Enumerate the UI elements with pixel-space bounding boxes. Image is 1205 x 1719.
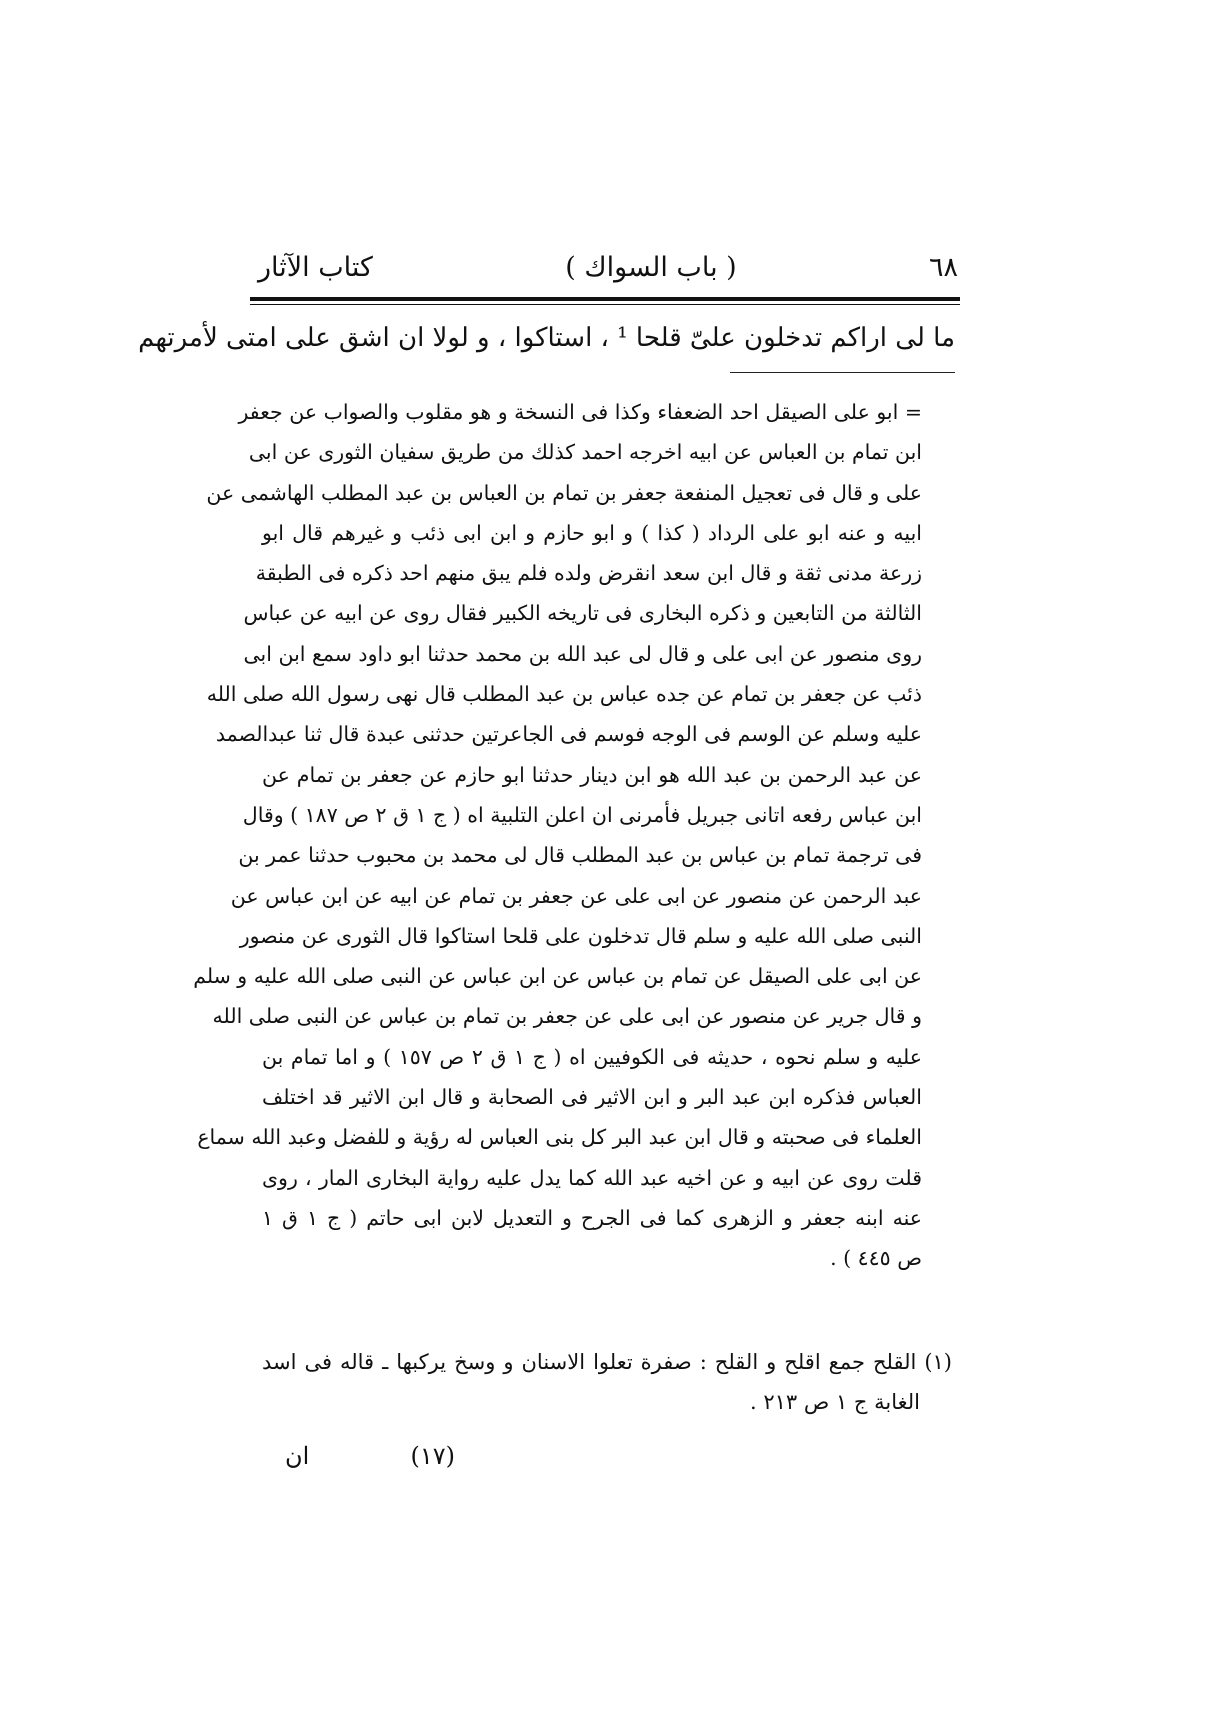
running-head (258, 245, 958, 289)
commentary-line: الثالثة من التابعين و ذكره البخارى فى تاريخه الكبير فقال روى عن ابيه عن عباس (243, 601, 922, 626)
chapter-title: ( باب السواك ) (565, 251, 737, 283)
commentary-line: النبى صلى الله عليه و سلم قال تدخلون على قلحا استاكوا قال الثورى عن منصور (239, 923, 922, 948)
signature-line (285, 1434, 455, 1478)
commentary-line: عليه وسلم عن الوسم فى الوجه فوسم فى الجاعرتين حدثنى عبدة قال ثنا عبدالصمد (215, 722, 922, 747)
footnote-line: الغابة ج ١ ص ٢١٣ . (749, 1390, 920, 1414)
commentary-line: عنه ابنه جعفر و الزهرى كما فى الجرح و التعديل لابن ابى حاتم ( ج ١ ق ١ (262, 1205, 922, 1230)
commentary-line: ابن عباس رفعه اتانى جبريل فأمرنى ان اعلن التلبية اه ( ج ١ ق ٢ ص ١٨٧ ) وقال (242, 802, 922, 827)
footnote-line: (١) القلح جمع اقلح و القلح : صفرة تعلوا الاسنان و وسخ يركبها ـ قاله فى اسد (262, 1350, 952, 1374)
commentary-line: = ابو على الصيقل احد الضعفاء وكذا فى النسخة و هو مقلوب والصواب عن جعفر (238, 400, 922, 424)
commentary-block (193, 392, 922, 1279)
commentary-line: قلت روى عن ابيه و عن اخيه عبد الله كما يدل عليه رواية البخارى المار ، روى (262, 1165, 922, 1190)
commentary-line: عبد الرحمن عن منصور عن ابى على عن جعفر بن تمام عن ابيه عن ابن عباس عن (230, 883, 922, 908)
commentary-line: ابن تمام بن العباس عن ابيه اخرجه احمد كذلك من طريق سفيان الثورى عن ابى (248, 440, 922, 465)
page-number: ٦٨ (928, 251, 958, 283)
commentary-line: زرعة مدنى ثقة و قال ابن سعد انقرض ولده فلم يبق منهم احد ذكره فى الطبقة (255, 561, 922, 586)
commentary-line: العباس فذكره ابن عبد البر و ابن الاثير فى الصحابة و قال ابن الاثير قد اختلف (262, 1085, 922, 1110)
commentary-line: ذئب عن جعفر بن تمام عن جده عباس بن عبد المطلب قال نهى رسول الله صلى الله (206, 682, 922, 707)
commentary-line: عن عبد الرحمن بن عبد الله هو ابن دينار حدثنا ابو حازم عن جعفر بن تمام عن (262, 762, 922, 787)
commentary-line: على و قال فى تعجيل المنفعة جعفر بن تمام بن العباس بن عبد المطلب الهاشمى عن (206, 480, 922, 505)
commentary-line: فى ترجمة تمام بن عباس بن عبد المطلب قال لى محمد بن محبوب حدثنا عمر بن (238, 843, 922, 868)
commentary-line: عليه و سلم نحوه ، حديثه فى الكوفيين اه ( ج ١ ق ٢ ص ١٥٧ ) و اما تمام بن (262, 1044, 922, 1069)
commentary-line: روى منصور عن ابى على و قال لى عبد الله بن محمد حدثنا ابو داود سمع ابن ابى (243, 641, 922, 666)
footnote (262, 1342, 952, 1422)
commentary-line: ص ٤٤٥ ) . (830, 1246, 922, 1271)
commentary-line: و قال جرير عن منصور عن ابى على عن جعفر بن تمام بن عباس عن النبى صلى الله (212, 1004, 922, 1029)
header-rule-thin (250, 304, 960, 305)
book-title: كتاب الآثار (258, 251, 373, 283)
separator-rule (730, 372, 955, 373)
commentary-line: عن ابى على الصيقل عن تمام بن عباس عن ابن عباس عن النبى صلى الله عليه و سلم (193, 964, 922, 989)
commentary-line: العلماء فى صحبته و قال ابن عبد البر كل بنى العباس له رؤية و للفضل وعبد الله سماع (197, 1125, 922, 1150)
hadith-text: ما لى اراكم تدخلون علىّ قلحا ¹ ، استاكوا ، و لولا ان اشق على امتى لأمرتهم (138, 323, 955, 353)
signature-number: (١٧) (410, 1442, 455, 1470)
catchword: ان (285, 1442, 310, 1470)
header-rule-thick (250, 297, 960, 301)
commentary-line: ابيه و عنه ابو على الرداد ( كذا ) و ابو حازم و ابن ابى ذئب و غيرهم قال ابو (262, 520, 922, 545)
